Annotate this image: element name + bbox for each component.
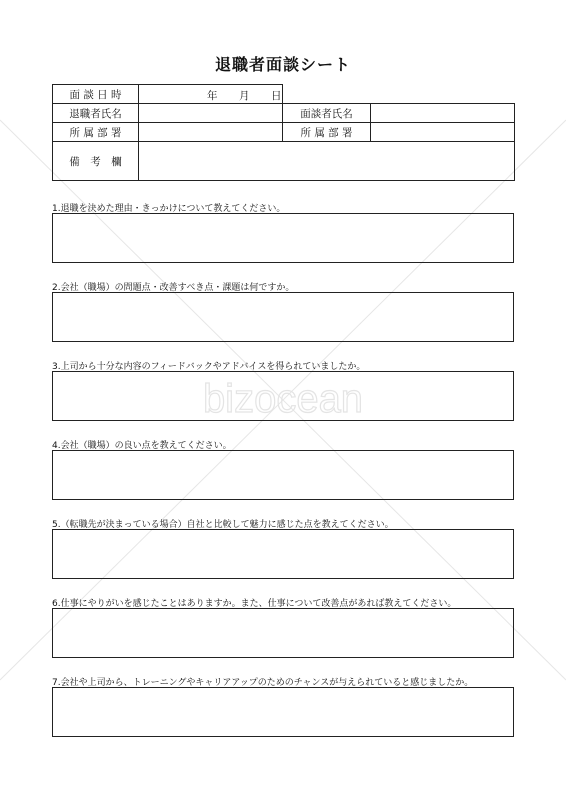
month-label: 月	[239, 90, 250, 102]
question-text: 6.仕事にやりがいを感じたことはありますか。また、仕事について改善点があれば教えてください。	[52, 599, 457, 609]
day-label: 日	[271, 90, 282, 102]
question-text: 3.上司から十分な内容のフィードバックやアドバイスを得られていましたか。	[52, 362, 366, 372]
date-field[interactable]	[139, 85, 283, 104]
interviewer-dept-label: 所 属 部 署	[283, 123, 371, 142]
interviewer-name-label: 面談者氏名	[283, 104, 371, 123]
question-text: 7.会社や上司から、トレーニングやキャリアアップのためのチャンスが与えられていると感じましたか。	[52, 678, 474, 688]
question-text: 4.会社（職場）の良い点を教えてください。	[52, 441, 232, 451]
question-text: 5.（転職先が決まっている場合）自社と比較して魅力に感じた点を教えてください。	[52, 520, 394, 530]
info-table	[52, 84, 515, 181]
answer-box[interactable]	[52, 213, 514, 263]
year-label: 年	[207, 90, 218, 102]
answer-box[interactable]	[52, 529, 514, 579]
watermark-text: bizocean	[202, 377, 364, 421]
date-label: 面 談 日 時	[53, 85, 139, 104]
answer-box[interactable]	[52, 292, 514, 342]
answer-box[interactable]	[52, 608, 514, 658]
answer-box[interactable]	[52, 371, 514, 421]
retiree-name-field[interactable]	[139, 104, 283, 123]
retiree-dept-label: 所 属 部 署	[53, 123, 139, 142]
question-text: 2.会社（職場）の問題点・改善すべき点・課題は何ですか。	[52, 283, 295, 293]
memo-label: 備 考 欄	[53, 142, 139, 181]
memo-field[interactable]	[139, 142, 515, 181]
page-title: 退職者面談シート	[214, 55, 351, 74]
interviewer-name-field[interactable]	[371, 104, 515, 123]
interviewer-dept-field[interactable]	[371, 123, 515, 142]
question-text: 1.退職を決めた理由・きっかけについて教えてください。	[52, 204, 286, 214]
retiree-name-label: 退職者氏名	[53, 104, 139, 123]
retiree-dept-field[interactable]	[139, 123, 283, 142]
answer-box[interactable]	[52, 450, 514, 500]
answer-box[interactable]	[52, 687, 514, 737]
